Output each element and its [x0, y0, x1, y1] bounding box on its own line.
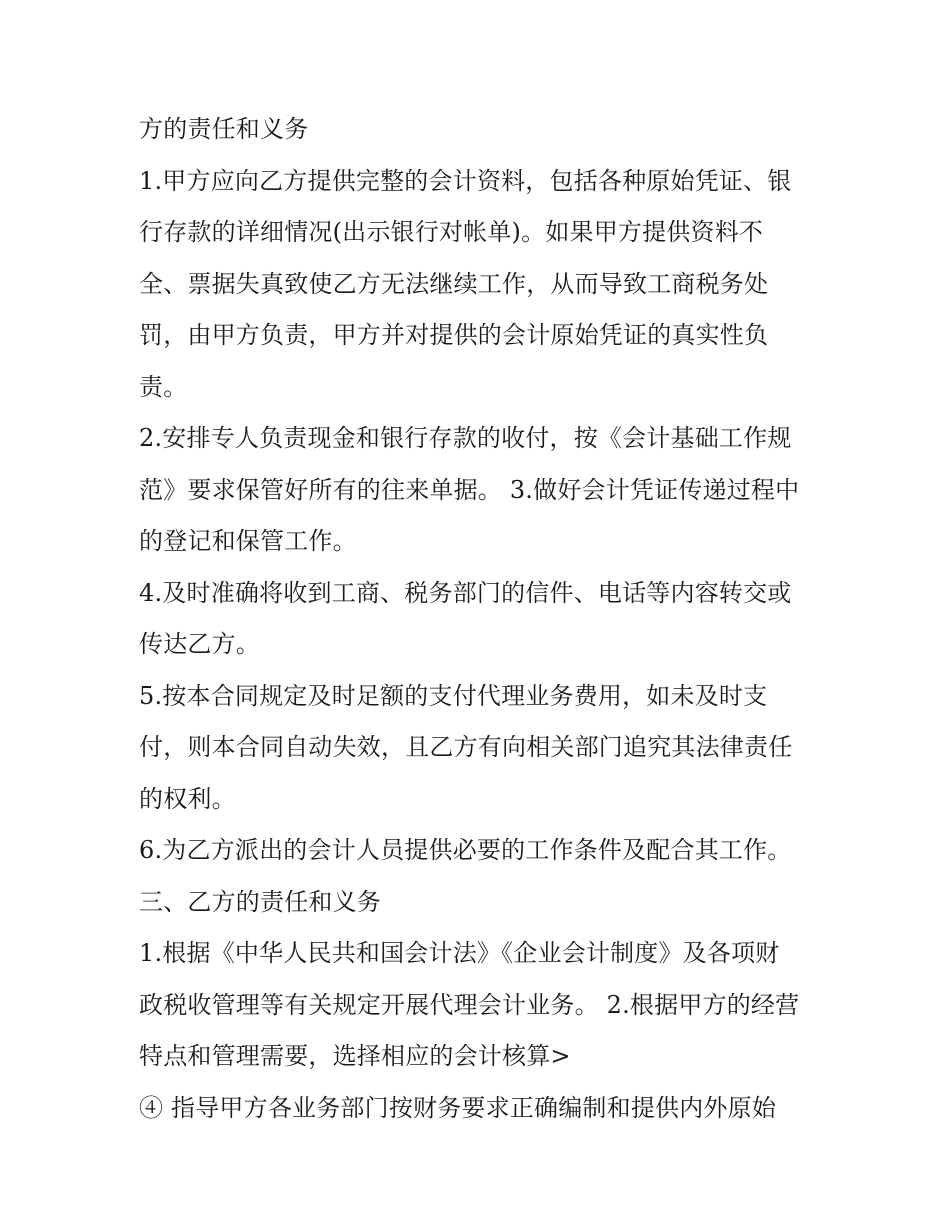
section-heading-party-b-duties: 三、乙方的责任和义务: [139, 887, 381, 916]
paragraph-line: 政税收管理等有关规定开展代理会计业务。 2.根据甲方的经营: [139, 990, 800, 1019]
document-body: [139, 104, 829, 1134]
paragraph-line: 的登记和保管工作。: [139, 527, 357, 555]
paragraph-line: 5.按本合同规定及时足额的支付代理业务费用，如未及时支: [139, 681, 768, 710]
paragraph-line: 6.为乙方派出的会计人员提供必要的工作条件及配合其工作。: [139, 836, 792, 864]
paragraph-line: ④ 指导甲方各业务部门按财务要求正确编制和提供内外原始: [139, 1093, 777, 1122]
section-heading-party-a-duties: 方的责任和义务: [139, 115, 309, 143]
paragraph-line: 全、票据失真致使乙方无法继续工作，从而导致工商税务处: [139, 269, 769, 298]
paragraph-line: 特点和管理需要，选择相应的会计核算>: [139, 1042, 571, 1070]
paragraph-line: 1.根据《中华人民共和国会计法》《企业会计制度》及各项财: [139, 939, 780, 967]
paragraph-line: 的权利。: [139, 784, 236, 813]
paragraph-line: 付，则本合同自动失效，且乙方有向相关部门追究其法律责任: [139, 733, 793, 761]
paragraph-line: 行存款的详细情况(出示银行对帐单)。如果甲方提供资料不: [139, 218, 764, 246]
paragraph-line: 罚，由甲方负责，甲方并对提供的会计原始凭证的真实性负: [139, 321, 769, 349]
paragraph-line: 4.及时准确将收到工商、税务部门的信件、电话等内容转交或: [139, 578, 792, 607]
paragraph-line: 2.安排专人负责现金和银行存款的收付，按《会计基础工作规: [139, 424, 792, 452]
paragraph-line: 传达乙方。: [139, 630, 260, 658]
paragraph-line: 范》要求保管好所有的往来单据。 3.做好会计凭证传递过程中: [139, 475, 800, 504]
paragraph-line: 1.甲方应向乙方提供完整的会计资料，包括各种原始凭证、银: [139, 166, 792, 195]
paragraph-line: 责。: [139, 372, 188, 401]
